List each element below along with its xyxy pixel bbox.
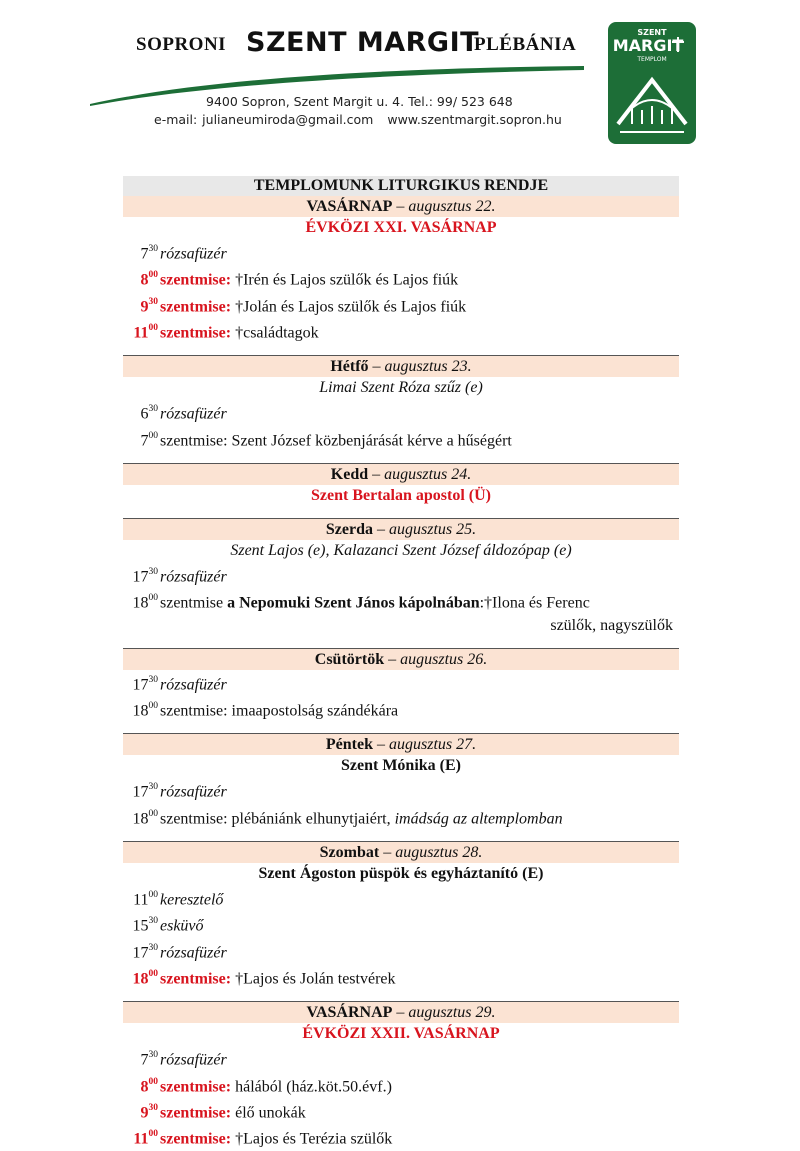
item-label: szentmise: — [160, 1104, 232, 1122]
day-date: augusztus 26. — [400, 650, 488, 668]
item-time: $8^{00}$ — [140, 1076, 158, 1095]
schedule-item — [123, 911, 679, 937]
day-separator: – — [372, 736, 389, 754]
item-label: rózsafüzér — [160, 245, 227, 263]
schedule-item — [123, 1124, 679, 1150]
item-label: szentmise: — [160, 1077, 232, 1095]
item-intention: élő unokák — [231, 1104, 306, 1122]
feast-title: Szent Bertalan apostol (Ü) — [311, 486, 491, 504]
schedule-item — [123, 964, 679, 990]
day-date: augusztus 24. — [384, 465, 472, 483]
item-label: rózsafüzér — [160, 568, 227, 586]
day-header-tuesday — [123, 463, 679, 485]
feast-title: Szent Mónika (E) — [341, 757, 461, 775]
item-label: szentmise — [160, 594, 228, 612]
day-name: Csütörtök — [314, 650, 385, 668]
schedule-title: TEMPLOMUNK LITURGIKUS RENDJE — [123, 176, 679, 196]
day-date: augusztus 23. — [384, 358, 472, 376]
item-label: szentmise: — [160, 970, 232, 988]
header-website[interactable]: www.szentmargit.sopron.hu — [387, 112, 562, 127]
day-separator: – — [368, 465, 385, 483]
item-continuation: szülők, nagyszülők — [550, 616, 673, 634]
day-header-friday — [123, 733, 679, 755]
item-label: rózsafüzér — [160, 405, 227, 423]
schedule-item — [123, 938, 679, 964]
schedule-item — [123, 777, 679, 803]
day-header-thursday — [123, 648, 679, 670]
item-intention: :†Ilona és Ferenc — [479, 594, 590, 612]
item-label: szentmise: — [160, 431, 228, 449]
item-label: rózsafüzér — [160, 783, 227, 801]
schedule-item — [123, 696, 679, 722]
item-location: a Nepomuki Szent János kápolnában — [227, 594, 480, 612]
schedule-item — [123, 885, 679, 911]
feast-title: ÉVKÖZI XXII. VASÁRNAP — [302, 1025, 500, 1043]
day-header-wednesday — [123, 518, 679, 540]
schedule-item — [123, 562, 679, 588]
schedule-item — [123, 1098, 679, 1124]
liturgy-schedule — [123, 176, 679, 1151]
item-intention: imaapostolság szándékára — [227, 702, 399, 720]
item-time: $9^{30}$ — [140, 1102, 158, 1122]
item-label: szentmise: — [160, 324, 232, 342]
header-word-left: SOPRONI — [136, 34, 227, 55]
item-time: $18^{00}$ — [132, 808, 158, 827]
logo-text-main: MARGIT — [612, 36, 684, 55]
item-time: $18^{00}$ — [132, 593, 158, 612]
item-time: $11^{00}$ — [133, 889, 158, 909]
day-header-sunday-22 — [123, 196, 679, 217]
day-name: VASÁRNAP — [306, 198, 393, 215]
feast-title: Szent Lajos (e), Kalazanci Szent József áldozópap (e) — [230, 541, 572, 559]
day-date: augusztus 28. — [395, 843, 483, 861]
header-email[interactable]: e-mail: julianeumiroda@gmail.com — [154, 112, 374, 127]
item-time: $9^{30}$ — [140, 296, 158, 315]
item-time: $11^{00}$ — [133, 322, 158, 342]
item-label: szentmise: — [160, 702, 228, 720]
item-time: $17^{30}$ — [132, 942, 158, 961]
logo-text-top: SZENT — [637, 28, 667, 37]
day-separator: – — [392, 1004, 409, 1022]
item-intention: †Lajos és Jolán testvérek — [231, 970, 396, 988]
schedule-item — [123, 426, 679, 452]
header-word-center: SZENT MARGIT — [246, 27, 480, 58]
letterhead — [0, 0, 800, 160]
item-time: $11^{00}$ — [133, 1129, 158, 1148]
schedule-item — [123, 292, 679, 318]
schedule-item — [123, 588, 679, 614]
day-separator: – — [379, 843, 396, 861]
item-label: szentmise: — [160, 297, 232, 315]
feast-title: Limai Szent Róza szűz (e) — [319, 379, 483, 397]
item-time: $17^{30}$ — [132, 782, 158, 801]
item-intention: Szent József közbenjárását kérve a hűségért — [227, 431, 512, 449]
item-time: $18^{00}$ — [132, 968, 158, 988]
schedule-item — [123, 239, 679, 265]
feast-title: ÉVKÖZI XXI. VASÁRNAP — [305, 219, 497, 236]
header-address: 9400 Sopron, Szent Margit u. 4. Tel.: 99/ 523 648 — [206, 94, 513, 109]
item-intention: †Jolán és Lajos szülők és Lajos fiúk — [231, 297, 467, 315]
item-time: $18^{00}$ — [132, 700, 158, 720]
item-time: $8^{00}$ — [140, 270, 158, 289]
parish-logo — [608, 22, 696, 144]
item-time: $6^{30}$ — [140, 404, 158, 423]
schedule-item — [123, 1072, 679, 1098]
item-label: rózsafüzér — [160, 675, 227, 693]
item-label: szentmise: — [160, 271, 232, 289]
item-note: imádság az altemplomban — [394, 809, 563, 827]
schedule-item — [123, 318, 679, 344]
day-name: Hétfő — [330, 358, 369, 376]
schedule-item — [123, 670, 679, 696]
feast-title: Szent Ágoston püspök és egyháztanító (E) — [258, 864, 544, 882]
day-date: augusztus 22. — [408, 198, 496, 215]
schedule-item — [123, 399, 679, 425]
schedule-item — [123, 1045, 679, 1071]
day-header-sunday-29 — [123, 1001, 679, 1023]
day-name: VASÁRNAP — [306, 1004, 393, 1022]
day-date: augusztus 25. — [388, 520, 477, 538]
item-label: szentmise: — [160, 809, 228, 827]
item-label: esküvő — [160, 917, 204, 935]
item-time: $7^{30}$ — [140, 244, 158, 263]
item-time: $17^{30}$ — [132, 566, 158, 586]
day-name: Szombat — [319, 843, 380, 861]
item-time: $7^{00}$ — [140, 430, 158, 449]
item-time: $15^{30}$ — [132, 916, 158, 935]
item-intention: hálából (ház.köt.50.évf.) — [231, 1077, 392, 1095]
item-time: $17^{30}$ — [132, 674, 158, 693]
day-header-monday — [123, 355, 679, 377]
day-date: augusztus 27. — [388, 736, 477, 754]
day-separator: – — [392, 198, 409, 215]
day-date: augusztus 29. — [408, 1004, 496, 1022]
header-contact — [154, 112, 562, 127]
day-separator: – — [372, 520, 389, 538]
day-name: Kedd — [330, 465, 369, 483]
item-intention: †Lajos és Terézia szülők — [231, 1130, 393, 1148]
day-name: Szerda — [325, 520, 373, 538]
item-label: szentmise: — [160, 1130, 232, 1148]
day-name: Péntek — [325, 736, 373, 754]
item-time: $7^{30}$ — [140, 1050, 158, 1069]
item-label: keresztelő — [160, 891, 224, 909]
item-intention: plébániánk elhunytjaiért, — [227, 809, 395, 827]
day-separator: – — [368, 358, 385, 376]
logo-text-sub: TEMPLOM — [637, 56, 667, 63]
day-separator: – — [384, 650, 401, 668]
item-intention: †Irén és Lajos szülők és Lajos fiúk — [231, 271, 459, 289]
item-intention: †családtagok — [231, 324, 319, 342]
schedule-item — [123, 804, 679, 830]
item-label: rózsafüzér — [160, 943, 227, 961]
schedule-item — [123, 265, 679, 291]
header-word-right: PLÉBÁNIA — [474, 34, 577, 55]
day-header-saturday — [123, 841, 679, 863]
item-label: rózsafüzér — [160, 1051, 227, 1069]
